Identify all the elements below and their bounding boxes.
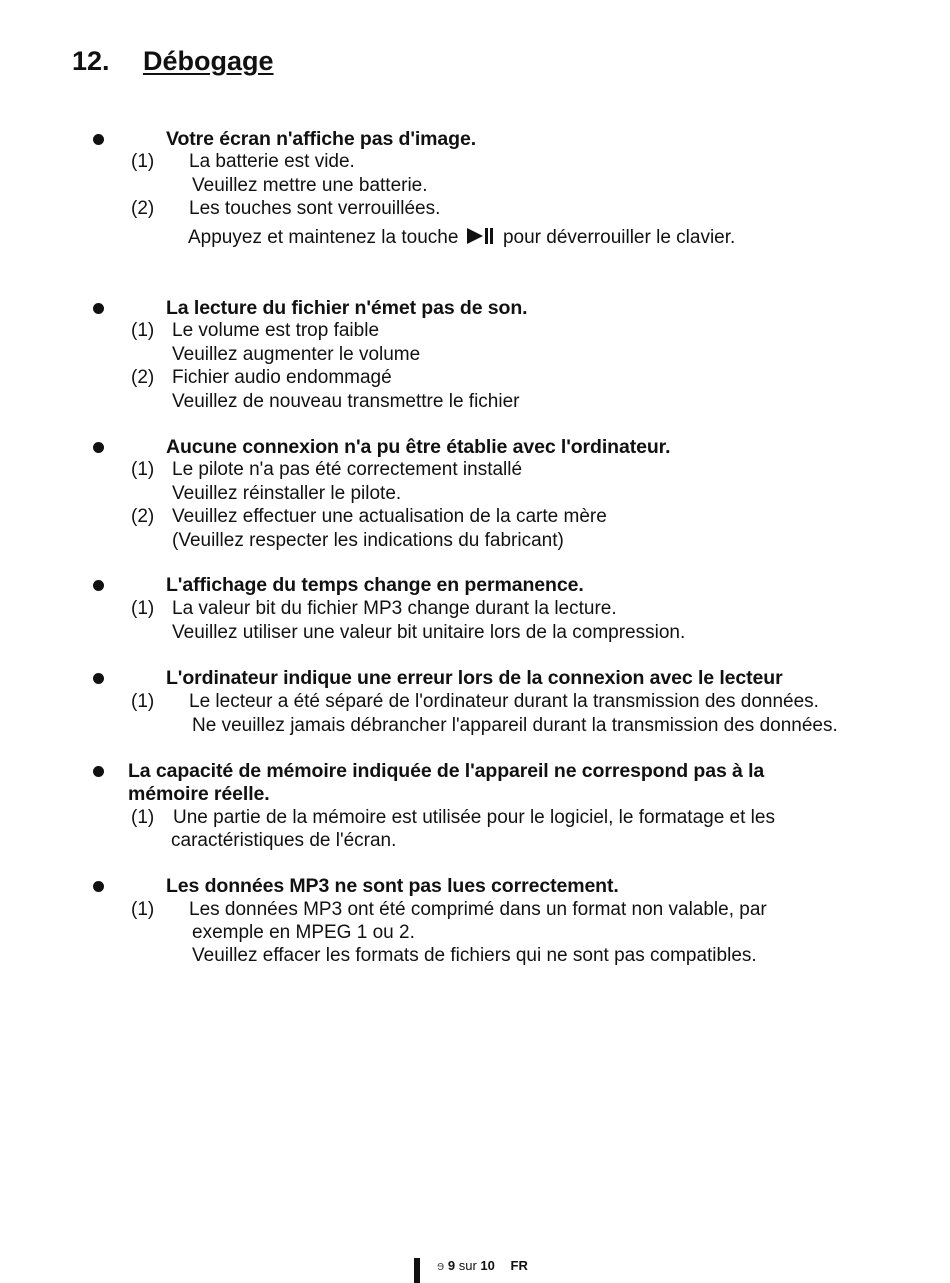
bullet-icon <box>93 442 104 453</box>
item-number: (1) <box>131 598 155 619</box>
footer-prefix: ɘ <box>437 1258 445 1273</box>
item-cause-continued: exemple en MPEG 1 ou 2. <box>192 922 415 943</box>
item-remedy <box>188 227 735 251</box>
footer-lang: FR <box>510 1258 528 1273</box>
footer-sur: sur <box>458 1258 477 1273</box>
bullet-icon <box>93 303 104 314</box>
problem-heading: La capacité de mémoire indiquée de l'appareil ne correspond pas à la <box>128 760 765 782</box>
play-pause-icon <box>466 227 496 251</box>
item-remedy: Veuillez de nouveau transmettre le fichier <box>172 391 520 412</box>
item-number: (2) <box>131 506 155 527</box>
item-number: (1) <box>131 807 155 828</box>
item-cause: La batterie est vide. <box>189 151 355 172</box>
item-remedy: Veuillez mettre une batterie. <box>192 175 428 196</box>
item-cause: Veuillez effectuer une actualisation de la carte mère <box>172 506 607 527</box>
item-number: (1) <box>131 899 155 920</box>
remedy-text-before: Appuyez et maintenez la touche <box>188 227 459 248</box>
bullet-icon <box>93 673 104 684</box>
problem-heading: Votre écran n'affiche pas d'image. <box>166 128 477 150</box>
problem-heading: La lecture du fichier n'émet pas de son. <box>166 297 528 319</box>
problem-heading-continued: mémoire réelle. <box>128 783 270 805</box>
item-number: (2) <box>131 198 155 219</box>
page-title: Débogage <box>143 46 274 76</box>
item-remedy: Ne veuillez jamais débrancher l'appareil durant la transmission des données. <box>192 715 838 736</box>
item-remedy: Veuillez réinstaller le pilote. <box>172 483 402 504</box>
section-number: 12. <box>72 46 110 76</box>
item-cause: Une partie de la mémoire est utilisée pour le logiciel, le formatage et les <box>173 807 775 828</box>
item-cause: La valeur bit du fichier MP3 change durant la lecture. <box>172 598 617 619</box>
page-number: 9 <box>447 1258 456 1273</box>
page-total: 10 <box>480 1258 495 1273</box>
item-number: (1) <box>131 320 155 341</box>
item-number: (1) <box>131 151 155 172</box>
problem-heading: Les données MP3 ne sont pas lues correctement. <box>166 875 619 897</box>
item-cause: Le pilote n'a pas été correctement installé <box>172 459 523 480</box>
bullet-icon <box>93 766 104 777</box>
item-number: (1) <box>131 691 155 712</box>
item-remedy: Veuillez utiliser une valeur bit unitaire lors de la compression. <box>172 622 686 643</box>
item-cause-continued: caractéristiques de l'écran. <box>171 830 397 851</box>
item-cause: Les touches sont verrouillées. <box>189 198 441 219</box>
page-footer <box>437 1258 528 1273</box>
item-cause: Le lecteur a été séparé de l'ordinateur durant la transmission des données. <box>189 691 819 712</box>
item-cause: Les données MP3 ont été comprimé dans un format non valable, par <box>189 899 767 920</box>
item-remedy: Veuillez augmenter le volume <box>172 344 421 365</box>
problem-heading: L'ordinateur indique une erreur lors de la connexion avec le lecteur <box>166 667 783 689</box>
remedy-text-after: pour déverrouiller le clavier. <box>502 227 736 248</box>
item-cause: Fichier audio endommagé <box>172 367 392 388</box>
footer-bar-icon <box>414 1258 420 1283</box>
bullet-icon <box>93 881 104 892</box>
item-remedy: (Veuillez respecter les indications du fabricant) <box>172 530 564 551</box>
bullet-icon <box>93 580 104 591</box>
item-number: (2) <box>131 367 155 388</box>
item-cause: Le volume est trop faible <box>172 320 380 341</box>
bullet-icon <box>93 134 104 145</box>
problem-heading: Aucune connexion n'a pu être établie avec l'ordinateur. <box>166 436 671 458</box>
item-number: (1) <box>131 459 155 480</box>
problem-heading: L'affichage du temps change en permanence. <box>166 574 584 596</box>
item-remedy: Veuillez effacer les formats de fichiers qui ne sont pas compatibles. <box>192 945 757 966</box>
